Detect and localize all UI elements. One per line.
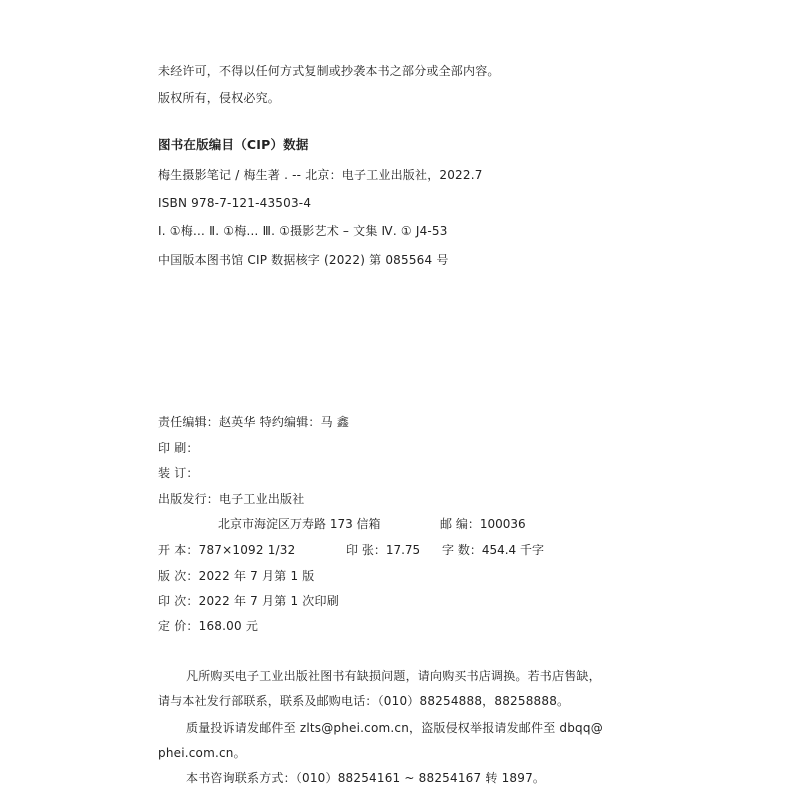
copyright-notice: 未经许可，不得以任何方式复制或抄袭本书之部分或全部内容。 — [158, 64, 500, 78]
cip-heading: 图书在版编目（CIP）数据 — [158, 137, 309, 152]
publisher-address: 北京市海淀区万寿路 173 信箱 — [218, 517, 381, 531]
cip-isbn: ISBN 978-7-121-43503-4 — [158, 196, 312, 210]
printing-sheets: 印 张：17.75 — [346, 543, 421, 557]
postcode: 邮 编：100036 — [440, 517, 526, 531]
publisher-label: 出版发行： — [158, 492, 220, 506]
notice-line-3: 质量投诉请发邮件至 zlts@phei.com.cn，盗版侵权举报请发邮件至 dbqq@ — [186, 721, 603, 735]
word-count: 字 数：454.4 千字 — [442, 543, 544, 557]
cip-classification: Ⅰ. ①梅… Ⅱ. ①梅… Ⅲ. ①摄影艺术 – 文集 Ⅳ. ① J4-53 — [158, 224, 448, 238]
cip-record: 梅生摄影笔记 / 梅生著 . -- 北京：电子工业出版社，2022.7 — [158, 168, 483, 182]
editor-credits: 责任编辑：赵英华 特约编辑：马 鑫 — [158, 415, 350, 429]
price: 定 价：168.00 元 — [158, 619, 259, 633]
notice-line-1: 凡所购买电子工业出版社图书有缺损问题，请向购买书店调换。若书店售缺， — [186, 669, 601, 683]
publisher-name: 电子工业出版社 — [219, 492, 305, 506]
format-spec: 开 本：787×1092 1/32 — [158, 543, 296, 557]
notice-line-4: phei.com.cn。 — [158, 746, 246, 760]
edition-info: 版 次：2022 年 7 月第 1 版 — [158, 569, 315, 583]
cip-approval: 中国版本图书馆 CIP 数据核字 (2022) 第 085564 号 — [158, 253, 449, 267]
notice-line-2: 请与本社发行部联系，联系及邮购电话：（010）88254888，88258888。 — [158, 694, 570, 708]
rights-reserved: 版权所有，侵权必究。 — [158, 91, 281, 105]
notice-line-5: 本书咨询联系方式：（010）88254161 ~ 88254167 转 1897。 — [186, 771, 546, 785]
publisher-row — [158, 491, 304, 507]
impression-info: 印 次：2022 年 7 月第 1 次印刷 — [158, 594, 339, 608]
printer-label: 印 刷： — [158, 441, 199, 455]
binder-label: 装 订： — [158, 466, 199, 480]
